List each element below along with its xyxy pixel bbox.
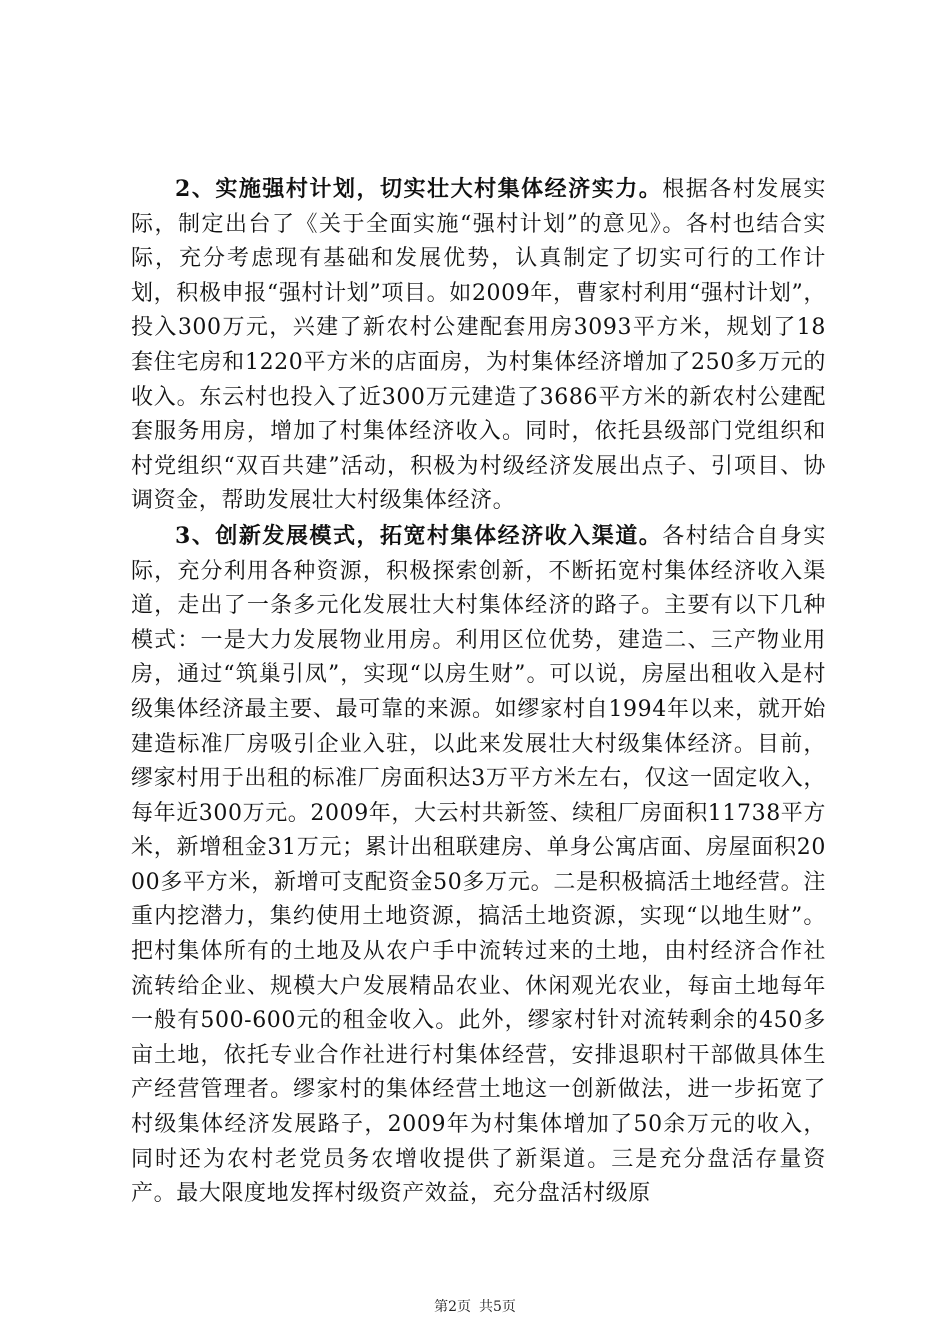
- paragraph-innovation-model: [131, 519, 826, 1212]
- paragraph-text: 各村结合自身实际，充分利用各种资源，积极探索创新，不断拓宽村集体经济收入渠道，走出了一条多元化发展壮大村集体经济的路子。主要有以下几种模式：一是大力发展物业用房。利用区位优势，建造二、三产物业用房，通过“筑巢引凤”，实现“以房生财”。可以说，房屋出租收入是村级集体经济最主要、最可靠的来源。如缪家村自1994年以来，就开始建造标准厂房吸引企业入驻，以此来发展壮大村级集体经济。目前，缪家村用于出租的标准厂房面积达3万平方米左右，仅这一固定收入，每年近300万元。2009年，大云村共新签、续租厂房面积11738平方米，新增租金31万元；累计出租联建房、单身公寓店面、房屋面积2000多平方米，新增可支配资金50多万元。二是积极搞活土地经营。注重内挖潜力，集约使用土地资源，搞活土地资源，实现“以地生财”。把村集体所有的土地及从农户手中流转过来的土地，由村经济合作社流转给企业、规模大户发展精品农业、休闲观光农业，每亩土地每年一般有500-600元的租金收入。此外，缪家村针对流转剩余的450多亩土地，依托专业合作社进行村集体经营，安排退职村干部做具体生产经营管理者。缪家村的集体经营土地这一创新做法，进一步拓宽了村级集体经济发展路子，2009年为村集体增加了50余万元的收入，同时还为农村老党员务农增收提供了新渠道。三是充分盘活存量资产。最大限度地发挥村级资产效益，充分盘活村级原: [131, 523, 826, 1207]
- paragraph-heading: 3、创新发展模式，拓宽村集体经济收入渠道。: [175, 522, 663, 549]
- paragraph-text: 根据各村发展实际，制定出台了《关于全面实施“强村计划”的意见》。各村也结合实际，充分考虑现有基础和发展优势，认真制定了切实可行的工作计划，积极申报“强村计划”项目。如2009年，曹家村利用“强村计划”，投入300万元，兴建了新农村公建配套用房3093平方米，规划了18套住宅房和1220平方米的店面房，为村集体经济增加了250多万元的收入。东云村也投入了近300万元建造了3686平方米的新农村公建配套服务用房，增加了村集体经济收入。同时，依托县级部门党组织和村党组织“双百共建”活动，积极为村级经济发展出点子、引项目、协调资金，帮助发展壮大村级集体经济。: [131, 177, 826, 514]
- page-footer: [0, 1298, 950, 1316]
- page-total: 共5页: [479, 1299, 516, 1315]
- paragraph-strong-village-plan: [131, 172, 826, 519]
- document-body: [131, 172, 826, 1212]
- page-number: 第2页: [434, 1299, 471, 1315]
- paragraph-heading: 2、实施强村计划，切实壮大村集体经济实力。: [175, 176, 663, 202]
